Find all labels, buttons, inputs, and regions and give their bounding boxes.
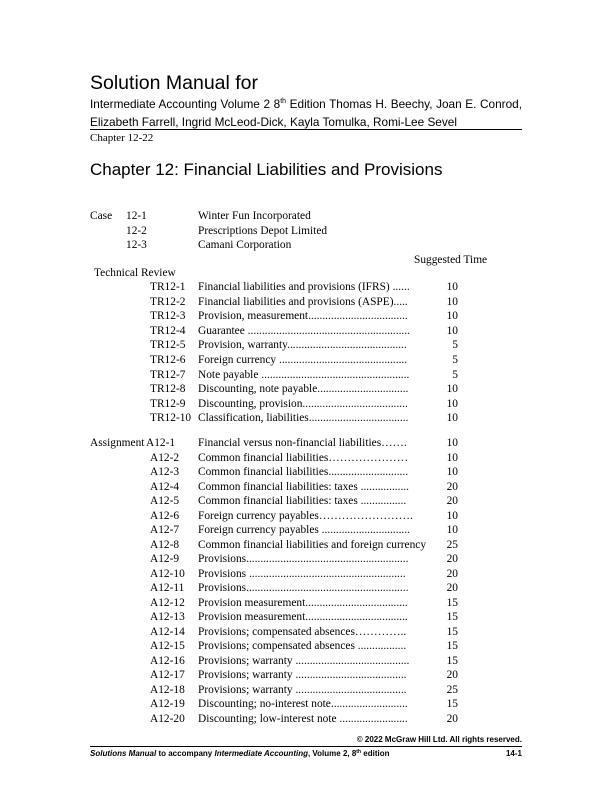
assignment-description-text: Provision measurement	[198, 611, 306, 623]
assignment-code: A12-11	[150, 582, 185, 594]
assignment-description-text: Common financial liabilities and foreign currency	[198, 538, 427, 551]
assignment-description-text: Financial versus non-financial liabilities	[198, 437, 382, 449]
assignment-leader-dots: ....................................	[305, 596, 408, 609]
assignment-leader-dots: …………..	[354, 625, 407, 638]
assignment-suggested-time: 15	[446, 654, 458, 667]
technical-review-code: TR12-3	[150, 310, 186, 323]
assignment-suggested-time: 25	[446, 538, 458, 551]
technical-review-code: TR12-7	[150, 368, 186, 381]
assignment-code: A12-19	[150, 698, 185, 710]
assignment-leader-dots: .......................................................	[246, 567, 406, 580]
assignment-suggested-time: 15	[446, 596, 458, 609]
assignment-code: A12-13	[150, 611, 185, 623]
assignment-leader-dots: .......................................	[292, 669, 407, 681]
assignment-suggested-time: 10	[446, 466, 458, 478]
suggested-time-label: Suggested Time	[414, 254, 488, 266]
assignment-code: A12-8	[150, 538, 180, 551]
assignment-code: A12-15	[150, 640, 185, 652]
assignment-description	[198, 596, 440, 610]
technical-review-suggested-time: 5	[452, 368, 458, 381]
assignment-code: A12-20	[150, 712, 185, 725]
technical-review-description	[198, 382, 440, 396]
technical-review-suggested-time: 10	[446, 397, 458, 410]
assignment-description	[198, 436, 440, 450]
assignment-description	[198, 509, 440, 523]
technical-review-suggested-time: 5	[452, 339, 458, 352]
title-divider	[90, 129, 522, 130]
assignment-leader-dots: ............................	[328, 466, 409, 478]
assignment-section-label: Assignment	[90, 437, 145, 449]
assignment-leader-dots: .........................................................	[246, 582, 409, 594]
assignment-description-text: Provisions	[198, 567, 247, 580]
assignment-suggested-time: 10	[446, 509, 458, 522]
technical-review-description	[198, 353, 440, 367]
assignment-description-text: Common financial liabilities: taxes	[198, 480, 358, 493]
technical-review-description-text: Discounting, note payable	[198, 383, 318, 396]
assignment-description	[198, 480, 440, 494]
assignment-description	[198, 683, 440, 697]
technical-review-suggested-time: 5	[452, 354, 458, 366]
assignment-code: A12-9	[150, 553, 180, 565]
assignment-description	[198, 581, 440, 595]
assignment-suggested-time: 10	[446, 524, 458, 536]
assignment-description	[198, 639, 440, 653]
assignment-description	[198, 610, 440, 624]
case-section-label: Case	[90, 210, 113, 222]
assignment-description-text: Provisions; warranty	[198, 669, 293, 681]
case-code: 12-2	[126, 224, 147, 237]
footer-superscript: th	[356, 749, 362, 755]
subtitle-rest: Edition Thomas H. Beechy, Joan E. Conrod, Elizabeth Farrell, Ingrid McLeod-Dick, Kayla Tomulka, Romi-Lee Sevel	[90, 97, 522, 129]
assignment-code: A12-3	[150, 466, 180, 478]
assignment-code: A12-2	[150, 451, 180, 464]
technical-review-suggested-time: 10	[446, 295, 458, 308]
chapter-heading: Chapter 12: Financial Liabilities and Provisions	[90, 160, 443, 179]
assignment-leader-dots: .................	[354, 640, 407, 652]
technical-review-description-text: Provision, measurement	[198, 310, 309, 323]
assignment-leader-dots: …….	[381, 437, 407, 449]
assignment-suggested-time: 10	[446, 437, 458, 449]
assignment-description	[198, 494, 440, 508]
assignment-leader-dots: ...............................	[318, 524, 410, 536]
assignment-description	[198, 523, 440, 537]
assignment-leader-dots: ...........................	[330, 698, 408, 710]
assignment-suggested-time: 20	[446, 553, 458, 565]
technical-review-description-text: Guarantee	[198, 324, 245, 337]
assignment-code: A12-12	[150, 596, 185, 609]
technical-review-description-text: Classification, liabilities	[198, 412, 309, 425]
technical-review-description	[198, 411, 440, 425]
assignment-description-text: Discounting; low-interest note	[198, 712, 337, 725]
assignment-leader-dots: ........................................	[292, 654, 410, 667]
subtitle-superscript: th	[280, 98, 287, 105]
assignment-suggested-time: 15	[446, 611, 458, 623]
technical-review-suggested-time: 10	[446, 281, 458, 293]
technical-review-label: Technical Review	[94, 267, 176, 279]
technical-review-leader-dots: ...................................	[308, 412, 409, 425]
technical-review-code: TR12-8	[150, 383, 186, 396]
assignment-code: A12-5	[150, 495, 180, 507]
footer-text-2: , Volume 2, 8	[307, 749, 357, 758]
assignment-suggested-time: 20	[446, 582, 458, 594]
assignment-suggested-time: 10	[446, 451, 458, 464]
technical-review-code: TR12-2	[150, 295, 186, 308]
assignment-description	[198, 625, 440, 639]
footer-italic-1: Solutions Manual	[90, 749, 157, 758]
technical-review-suggested-time: 10	[446, 324, 458, 337]
assignment-description-text: Common financial liabilities	[198, 466, 329, 478]
assignment-code: A12-4	[150, 480, 180, 493]
assignment-code: A12-16	[150, 654, 185, 667]
assignment-description-text: Provision measurement	[198, 596, 306, 609]
assignment-suggested-time: 20	[446, 567, 458, 580]
assignment-description-text: Provisions	[198, 553, 247, 565]
technical-review-leader-dots: .............................................	[276, 354, 408, 366]
assignment-suggested-time: 20	[446, 480, 458, 493]
assignment-description	[198, 654, 440, 668]
technical-review-leader-dots: ......	[389, 281, 410, 293]
assignment-leader-dots: ................	[357, 495, 407, 507]
assignment-description	[198, 538, 440, 552]
document-title: Solution Manual for	[90, 72, 259, 94]
assignment-description	[198, 552, 440, 566]
assignment-leader-dots: …………………	[328, 451, 409, 464]
case-title: Prescriptions Depot Limited	[198, 224, 328, 237]
footer-divider	[90, 746, 522, 747]
technical-review-suggested-time: 10	[446, 383, 458, 396]
technical-review-description-text: Provision, warranty	[198, 339, 288, 352]
assignment-description	[198, 465, 440, 479]
technical-review-description	[198, 309, 440, 323]
technical-review-description-text: Foreign currency	[198, 354, 277, 366]
case-code: 12-3	[126, 239, 147, 252]
assignment-description-text: Provisions	[198, 582, 247, 594]
assignment-description-text: Common financial liabilities: taxes	[198, 495, 358, 507]
technical-review-description-text: Note payable	[198, 368, 259, 381]
assignment-suggested-time: 15	[446, 640, 458, 652]
technical-review-suggested-time: 10	[446, 310, 458, 323]
assignment-description	[198, 668, 440, 682]
copyright-notice: © 2022 McGraw Hill Ltd. All rights reserved.	[356, 735, 522, 744]
technical-review-description-text: Financial liabilities and provisions (IFRS)	[198, 281, 390, 293]
assignment-code: A12-14	[150, 625, 185, 638]
technical-review-description	[198, 368, 440, 382]
assignment-description	[198, 567, 440, 581]
assignment-suggested-time: 15	[446, 625, 458, 638]
assignment-code: A12-18	[150, 683, 185, 696]
technical-review-leader-dots: ................................	[317, 383, 409, 396]
assignment-description-text: Provisions; compensated absences	[198, 625, 355, 638]
technical-review-suggested-time: 10	[446, 412, 458, 425]
technical-review-code: TR12-1	[150, 281, 186, 293]
technical-review-description	[198, 397, 440, 411]
technical-review-leader-dots: .........................................................	[244, 324, 410, 337]
technical-review-leader-dots: ..........................................	[287, 339, 407, 352]
assignment-description	[198, 697, 440, 711]
assignment-description-text: Foreign currency payables	[198, 509, 319, 522]
case-title: Winter Fun Incorporated	[198, 210, 311, 222]
footer-text-1: to accompany	[156, 749, 215, 758]
technical-review-leader-dots: .....................................	[302, 397, 408, 410]
technical-review-description-text: Financial liabilities and provisions (ASPE)	[198, 295, 394, 308]
assignment-description	[198, 451, 440, 465]
technical-review-description	[198, 338, 440, 352]
technical-review-code: TR12-10	[150, 412, 192, 425]
case-code: 12-1	[126, 210, 147, 222]
assignment-code: A12-17	[150, 669, 185, 681]
document-subtitle	[90, 95, 522, 131]
assignment-code: A12-1	[146, 437, 176, 449]
assignment-suggested-time: 25	[446, 683, 458, 696]
subtitle-prefix: Intermediate Accounting Volume 2 8	[90, 97, 281, 111]
assignment-suggested-time: 15	[446, 698, 458, 710]
assignment-leader-dots: …………………….	[318, 509, 413, 522]
assignment-code: A12-6	[150, 509, 180, 522]
technical-review-description	[198, 324, 440, 338]
assignment-code: A12-10	[150, 567, 185, 580]
technical-review-leader-dots: .....	[393, 295, 408, 308]
technical-review-description-text: Discounting, provision	[198, 397, 303, 410]
assignment-suggested-time: 20	[446, 495, 458, 507]
assignment-description-text: Common financial liabilities	[198, 451, 329, 464]
assignment-leader-dots: .................	[357, 480, 410, 493]
assignment-suggested-time: 20	[446, 712, 458, 725]
assignment-description-text: Provisions; warranty	[198, 654, 293, 667]
chapter-range: Chapter 12-22	[90, 132, 154, 144]
assignment-description	[198, 712, 440, 726]
technical-review-code: TR12-6	[150, 354, 186, 366]
technical-review-description	[198, 280, 440, 294]
technical-review-description	[198, 295, 440, 309]
case-title: Camani Corporation	[198, 239, 292, 252]
assignment-leader-dots: .........................................................	[246, 553, 409, 565]
technical-review-code: TR12-4	[150, 324, 186, 337]
assignment-leader-dots: .......................................	[292, 683, 407, 696]
assignment-leader-dots: ........................	[336, 712, 408, 725]
technical-review-code: TR12-9	[150, 397, 186, 410]
assignment-description-text: Provisions; compensated absences	[198, 640, 355, 652]
footer-source	[90, 749, 389, 758]
page-number: 14-1	[505, 749, 522, 758]
technical-review-leader-dots: ...................................	[308, 310, 408, 323]
technical-review-leader-dots: ....................................................	[258, 368, 410, 381]
footer-text-3: edition	[361, 749, 390, 758]
footer-italic-2: Intermediate Accounting	[214, 749, 308, 758]
assignment-description-text: Foreign currency payables	[198, 524, 319, 536]
assignment-suggested-time: 20	[446, 669, 458, 681]
assignment-code: A12-7	[150, 524, 180, 536]
technical-review-code: TR12-5	[150, 339, 186, 352]
assignment-leader-dots: ....................................	[305, 611, 408, 623]
assignment-description-text: Discounting; no-interest note	[198, 698, 331, 710]
assignment-description-text: Provisions; warranty	[198, 683, 293, 696]
